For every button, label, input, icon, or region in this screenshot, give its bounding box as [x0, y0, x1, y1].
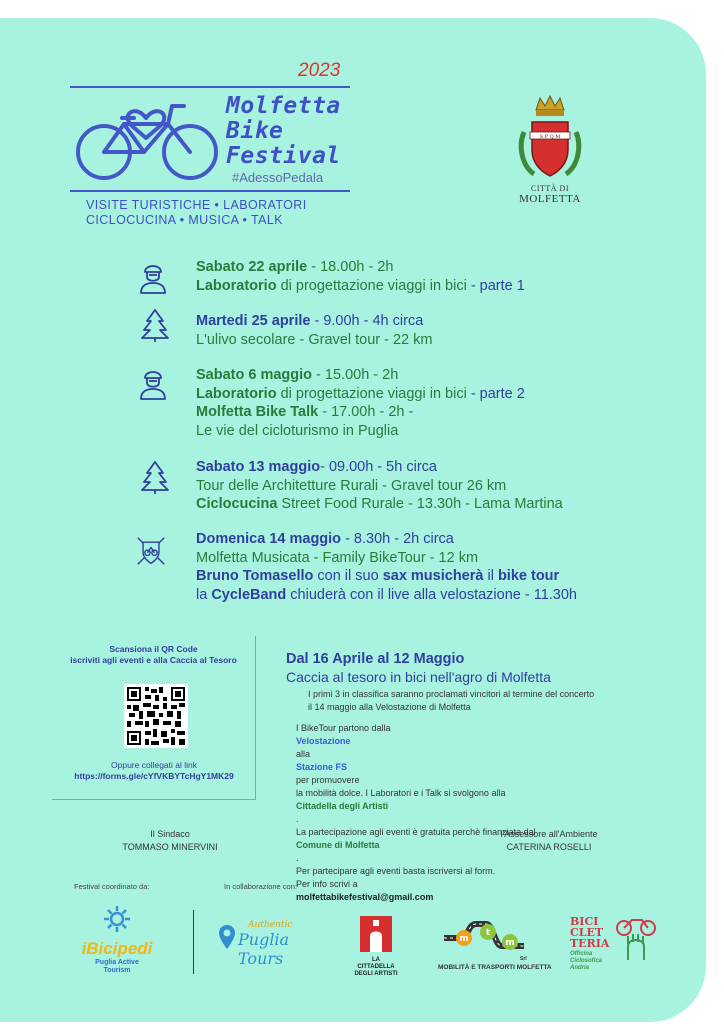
info-text: alla — [296, 749, 311, 759]
partners-divider — [193, 910, 194, 974]
crest-banner: S P Q M — [539, 134, 561, 140]
event-line-bold: Laboratorio — [196, 277, 277, 294]
ibicipedi-sub-1: Puglia Active — [95, 959, 139, 966]
mtm-text: MOBILITÀ E TRASPORTI MOLFETTA — [438, 964, 552, 971]
event-line-bold: CycleBand — [211, 586, 287, 603]
qr-link-intro: Oppure collegati al link — [111, 760, 197, 770]
event-time: - 9.00h - 4h circa — [310, 313, 424, 329]
event-line-text: Le vie del cicloturismo in Puglia — [196, 422, 399, 439]
cittadella-logo — [354, 912, 398, 978]
info-highlight: Comune di Molfetta — [296, 840, 380, 850]
info-text: I BikeTour partono dalla — [296, 723, 391, 733]
qr-heading-line-2: iscriviti agli eventi e alla Caccia al Tesoro — [70, 655, 237, 665]
fist-bike-icon — [616, 916, 656, 962]
festival-title — [226, 94, 341, 169]
subtitle-line-1: VISITE TURISTICHE • LABORATORI — [86, 198, 307, 212]
svg-text:t: t — [485, 928, 491, 938]
ibicipedi-name: iBicipedi — [81, 939, 153, 958]
info-text: . — [296, 853, 299, 863]
prize-line-1: I primi 3 in classifica saranno proclamati vincitori al termine del concerto — [308, 689, 595, 699]
assessor-signature — [474, 828, 624, 854]
biciclet-sub-3: Andria — [570, 965, 590, 971]
event-5 — [196, 530, 577, 604]
event-2 — [196, 312, 432, 349]
crest-label — [508, 184, 592, 205]
info-email[interactable]: molfettabikefestival@gmail.com — [296, 892, 434, 902]
qr-link[interactable]: https://forms.gle/cYfVKBYTcHgY1MK29 — [74, 771, 234, 781]
treasure-info — [296, 722, 594, 904]
qr-code[interactable] — [124, 684, 188, 748]
event-line-text: L'ulivo secolare - Gravel tour - 22 km — [196, 331, 433, 348]
info-highlight: Velostazione — [296, 736, 351, 746]
prize-line-2: il 14 maggio alla Velostazione di Molfetta — [308, 702, 471, 712]
ibicipedi-sub-2: Tourism — [103, 967, 131, 974]
event-time: - 15.00h - 2h — [312, 367, 399, 383]
festival-subtitle — [86, 198, 307, 228]
cittadella-line-2: DEGLI ARTISTI — [354, 971, 398, 977]
info-text: . — [296, 814, 299, 824]
event-date: Sabato 13 maggio — [196, 459, 321, 475]
event-4 — [196, 458, 563, 514]
qr-heading-line-1: Scansiona il QR Code — [109, 644, 198, 654]
event-line-text: il — [483, 568, 498, 584]
assessor-name: CATERINA ROSELLI — [506, 842, 592, 852]
event-date: Sabato 22 aprile — [196, 259, 308, 275]
event-date: Martedi 25 aprile — [196, 313, 311, 329]
event-time: - 09.00h - 5h circa — [320, 459, 437, 475]
title-line-1: Molfetta — [226, 93, 341, 119]
biciclet-logo — [570, 916, 660, 974]
event-line-tail: - parte 1 — [466, 277, 525, 294]
info-text: Per partecipare agli eventi basta iscriversi al form. — [296, 866, 496, 876]
treasure-prize — [308, 688, 594, 714]
mtm-srl: Srl — [520, 956, 527, 962]
person-helmet-icon — [138, 260, 168, 294]
treasure-subheading: Caccia al tesoro in bici nell'agro di Molfetta — [286, 669, 551, 685]
event-line-text: Tour delle Architetture Rurali - Gravel tour 26 km — [196, 477, 507, 494]
tree-icon — [140, 308, 170, 342]
event-3 — [196, 366, 525, 440]
event-line-text: di progettazione viaggi in bici — [276, 277, 467, 294]
info-text: la mobilità dolce. I Laboratori e i Talk si svolgono alla — [296, 788, 506, 798]
qr-link-block — [52, 760, 256, 782]
bike-heart-icon — [72, 96, 220, 182]
event-line-bold: Bruno Tomasello — [196, 568, 314, 584]
event-line-text: la — [196, 586, 212, 603]
city-crest-icon — [514, 92, 586, 184]
event-1 — [196, 258, 525, 295]
map-pin-icon — [218, 924, 236, 950]
crest-label-big: MOLFETTA — [519, 193, 581, 205]
event-time: - 8.30h - 2h circa — [341, 531, 454, 547]
mayor-name: TOMMASO MINERVINI — [122, 842, 218, 852]
mtm-logo — [438, 918, 552, 974]
castle-icon — [354, 912, 398, 952]
biciclet-sub-2: Ciclosofica — [570, 958, 603, 964]
festival-year: 2023 — [298, 60, 341, 81]
qr-heading — [52, 636, 255, 666]
qr-box — [52, 636, 256, 800]
hashtag: #AdessoPedala — [232, 170, 324, 185]
biciclet-line-1: BICI — [570, 915, 599, 928]
coordinated-label: Festival coordinato da: — [74, 882, 150, 891]
event-line-text: di progettazione viaggi in bici — [276, 385, 467, 402]
biciclet-line-3: TERIA — [570, 937, 610, 950]
gear-icon — [102, 904, 132, 934]
apt-top: Authentic — [248, 920, 293, 930]
qr-code-icon — [127, 687, 185, 745]
event-line-bold: Laboratorio — [196, 385, 277, 402]
mayor-signature — [110, 828, 230, 854]
info-highlight: Stazione FS — [296, 762, 348, 772]
header-rule-bottom — [70, 190, 350, 192]
event-line-text: chiuderà con il live alla velostazione - 11.30h — [286, 586, 577, 603]
ibicipedi-logo — [72, 904, 162, 975]
info-highlight: Cittadella degli Artisti — [296, 801, 389, 811]
subtitle-line-2: CICLOCUCINA • MUSICA • TALK — [86, 213, 283, 227]
header-rule-top — [70, 86, 350, 88]
svg-text:m: m — [505, 938, 515, 948]
svg-text:m: m — [459, 934, 469, 944]
title-line-3: Festival — [226, 143, 341, 169]
info-text: Per info scrivi a — [296, 879, 358, 889]
authentic-puglia-tours-logo — [216, 918, 328, 968]
cittadella-line-1: LA CITTADELLA — [357, 957, 395, 970]
collab-label: In collaborazione con: — [224, 882, 297, 891]
event-line-text: Molfetta Musicata - Family BikeTour - 12 km — [196, 549, 479, 566]
road-icon — [442, 918, 526, 952]
crest-label-small: CITTÀ DI — [531, 184, 569, 193]
ibicipedi-sub — [72, 959, 162, 975]
event-line-bold: sax musicherà — [382, 568, 484, 584]
cittadella-text — [354, 957, 398, 978]
shield-bikes-icon — [136, 534, 166, 568]
event-line-text: Street Food Rurale - 13.30h - Lama Martina — [277, 496, 563, 512]
tree-icon — [140, 460, 170, 494]
info-text: La partecipazione agli eventi è gratuita perchè finanziata dal — [296, 827, 536, 837]
event-line-bold: Molfetta Bike Talk — [196, 404, 319, 420]
event-line-text: con il suo — [313, 568, 383, 584]
event-time: - 18.00h - 2h — [307, 259, 394, 275]
event-line-tail: - parte 2 — [466, 385, 525, 402]
event-date: Domenica 14 maggio — [196, 531, 342, 547]
person-helmet-icon — [138, 366, 168, 400]
assessor-role: l'Assessore all'Ambiente — [500, 829, 598, 839]
apt-main: Puglia Tours — [238, 930, 290, 968]
treasure-heading: Dal 16 Aprile al 12 Maggio — [286, 651, 465, 667]
event-date: Sabato 6 maggio — [196, 367, 313, 383]
title-line-2: Bike — [226, 118, 284, 144]
treasure-hunt-block — [286, 650, 594, 904]
biciclet-line-2: CLET — [570, 926, 604, 939]
event-line-bold: bike tour — [497, 568, 560, 584]
info-text: per promuovere — [296, 775, 360, 785]
event-line-text: - 17.00h - 2h - — [318, 404, 414, 420]
biciclet-sub-1: Officina — [570, 951, 593, 957]
mayor-role: Il Sindaco — [150, 829, 190, 839]
event-line-bold: Ciclocucina — [196, 496, 278, 512]
